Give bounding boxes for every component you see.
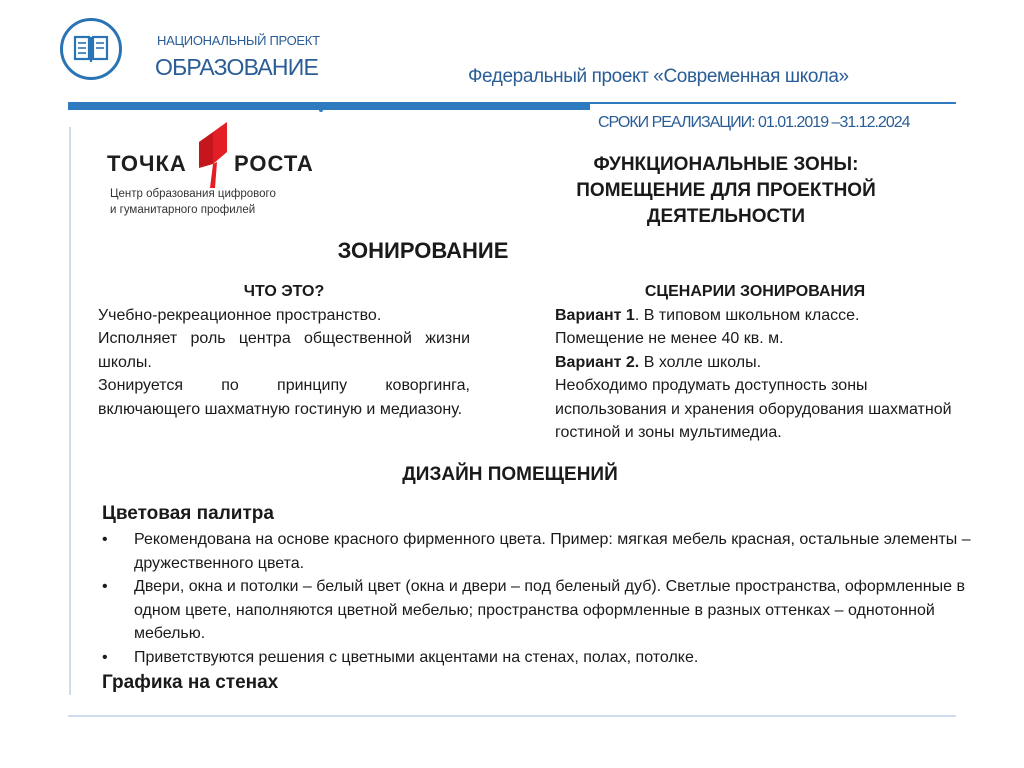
list-item [102,575,982,646]
list-item-text: Рекомендована на основе красного фирменного цвета. Пример: мягкая мебель красная, остальные элементы – дружественного цвета. [134,531,971,572]
scenarios-heading: СЦЕНАРИИ ЗОНИРОВАНИЯ [644,283,866,300]
bullet-icon: • [102,578,108,595]
brand-word-right: РОСТА [234,151,314,176]
functional-zones-heading [520,152,932,230]
variant-2 [555,351,955,375]
list-item-text: Двери, окна и потолки – белый цвет (окна и двери – под беленый дуб). Светлые пространства, оформленные в одном цвете, наполняются цветной мебелью; пространства оформленные в разных оттенках – однотонной мебелью. [134,578,965,642]
list-item [102,646,982,670]
variant-1-label: Вариант 1 [555,306,635,324]
national-project-logo [60,18,122,80]
variant-1-text: . В типовом школьном классе. [634,306,860,324]
palette-list [102,528,982,669]
national-project-label: НАЦИОНАЛЬНЫЙ ПРОЕКТ [157,33,320,48]
variant-2-label: Вариант 2. [555,353,640,371]
federal-project-title: Федеральный проект «Современная школа» [468,66,849,87]
variant-1-note: Помещение не менее 40 кв. м. [555,330,784,347]
list-item [102,528,982,575]
wall-graphics-heading: Графика на стенах [102,672,279,693]
palette-heading: Цветовая палитра [102,503,274,524]
header-blue-bar [68,102,590,110]
scenarios-section [555,280,955,445]
implementation-dates: СРОКИ РЕАЛИЗАЦИИ: 01.01.2019 –31.12.2024 [598,114,910,131]
design-heading: ДИЗАЙН ПОМЕЩЕНИЙ [402,464,618,485]
left-divider [69,127,71,695]
brand-subtitle-line2: и гуманитарного профилей [110,204,256,216]
brand-word-left: ТОЧКА [107,151,187,176]
brand-subtitle-line1: Центр образования цифрового [110,188,276,200]
bullet-icon: • [102,648,108,666]
functional-zones-line3: ДЕЯТЕЛЬНОСТИ [646,206,806,227]
book-icon [73,34,109,64]
header-blue-line [590,102,956,104]
bullet-icon: • [102,531,108,548]
footer-divider [68,715,956,717]
what-is-it-p1: Учебно-рекреационное пространство. [98,306,382,324]
what-is-it-p2: Исполняет роль центра общественной жизни школы. [98,330,470,371]
functional-zones-line1: ФУНКЦИОНАЛЬНЫЕ ЗОНЫ: [593,154,859,175]
what-is-it-p3: Зонируется по принципу коворгинга, включающего шахматную гостиную и медиазону. [98,377,470,418]
variant-2-text: В холле школы. [639,353,762,371]
what-is-it-heading: ЧТО ЭТО? [243,283,325,300]
variant-2-note: Необходимо продумать доступность зоны использования и хранения оборудования шахматной гостиной и зоны мультимедиа. [555,377,952,441]
list-item-text: Приветствуются решения с цветными акцентами на стенах, полах, потолке. [134,648,699,666]
tochka-rosta-mark-icon [193,122,233,188]
variant-1 [555,304,955,328]
national-project-title: ОБРАЗОВАНИЕ [155,54,318,80]
what-is-it-section [98,280,470,421]
zoning-heading: ЗОНИРОВАНИЕ [337,238,509,263]
header-dot [319,108,323,112]
functional-zones-line2: ПОМЕЩЕНИЕ ДЛЯ ПРОЕКТНОЙ [576,180,876,201]
